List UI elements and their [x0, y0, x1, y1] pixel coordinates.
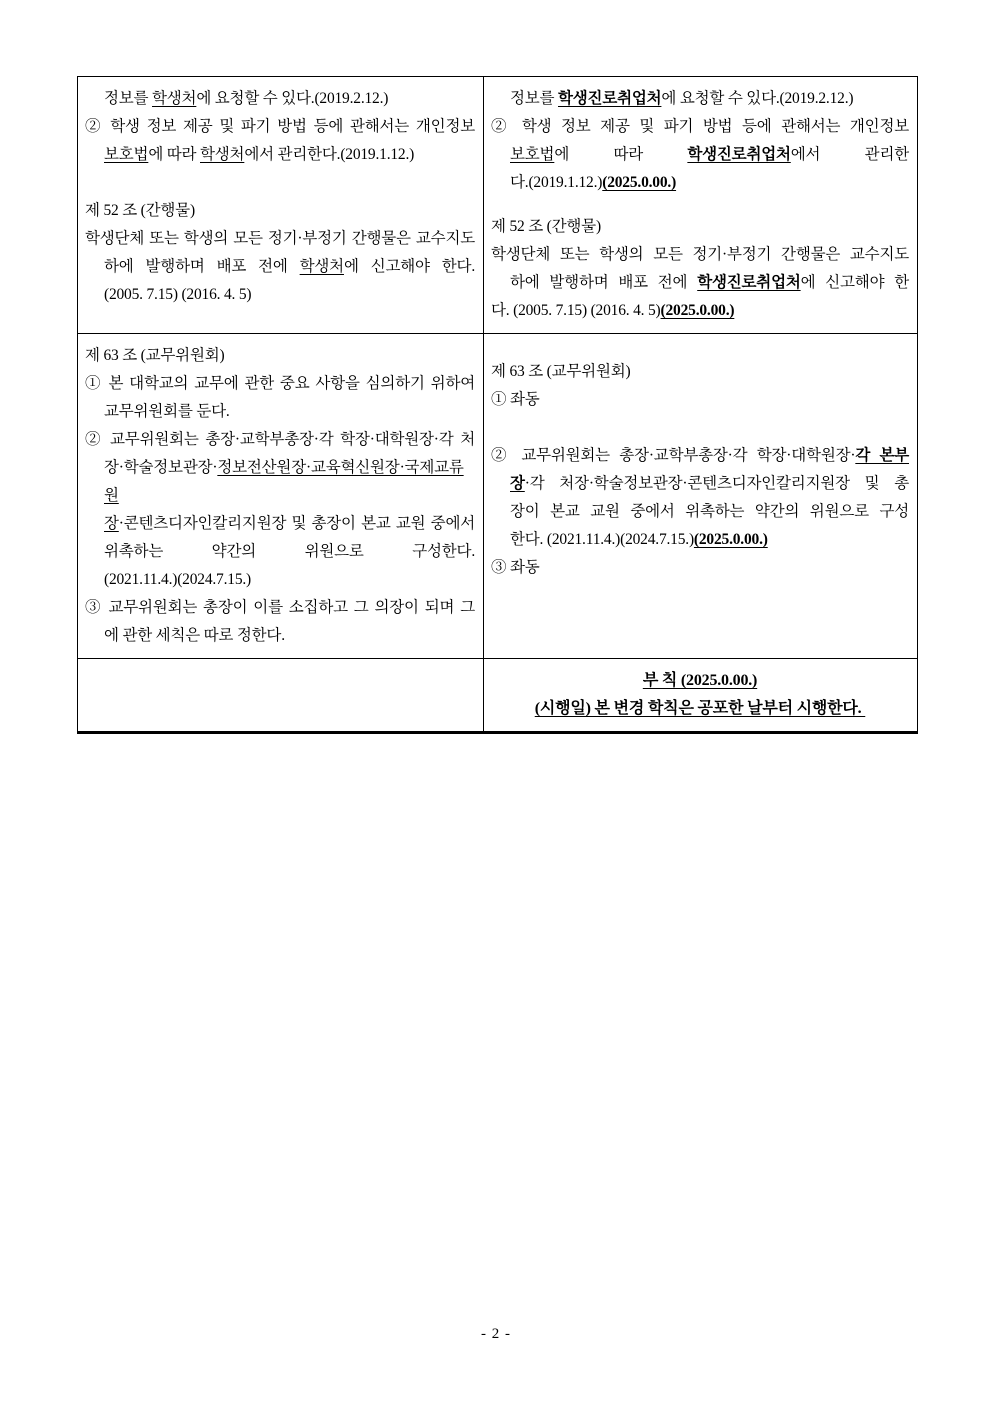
- body-text: 에 요청할 수 있다.(2019.2.12.): [196, 90, 389, 107]
- text-line: [85, 538, 475, 566]
- text-line: [85, 566, 475, 594]
- text-line: [85, 281, 475, 309]
- text-line: [491, 213, 909, 241]
- revision-marked-text: (2025.0.00.): [660, 302, 735, 319]
- text-line: [491, 442, 909, 470]
- text-line: [491, 241, 909, 269]
- body-text: ② 학생 정보 제공 및 파기 방법 등에 관해서는 개인정보: [85, 118, 475, 135]
- page-number: - 2 -: [481, 1326, 511, 1342]
- revision-marked-text: (2025.0.00.): [693, 531, 768, 548]
- blank-line: [491, 414, 909, 442]
- text-line: [491, 169, 909, 197]
- blank-line: [85, 169, 475, 197]
- text-line: [491, 554, 909, 582]
- text-line: [85, 594, 475, 622]
- body-text: 장·학술정보관장·: [104, 459, 218, 476]
- cell-old-article-63: [78, 334, 484, 658]
- body-text: ③ 좌동: [491, 559, 540, 576]
- text-line: [491, 358, 909, 386]
- table-row: [78, 658, 917, 731]
- body-text: 교무위원회를 둔다.: [104, 403, 230, 420]
- text-line: [85, 454, 475, 510]
- body-text: 한다. (2021.11.4.)(2024.7.15.): [510, 531, 694, 548]
- text-line: [491, 386, 909, 414]
- text-line: [491, 470, 909, 498]
- text-line: [85, 510, 475, 538]
- table-row: [78, 333, 917, 658]
- revision-marked-text: 학생진로취업처: [687, 146, 791, 163]
- text-line: [85, 85, 475, 113]
- regulation-comparison-table: [77, 76, 918, 734]
- body-text: ① 좌동: [491, 391, 540, 408]
- body-text: 정보를: [104, 90, 152, 107]
- text-line: [491, 297, 909, 325]
- text-line: [491, 113, 909, 141]
- text-line: [85, 622, 475, 650]
- text-line: [85, 197, 475, 225]
- body-text: ·콘텐츠디자인칼리지원장 및 총장이 본교 교원 중에서: [118, 515, 475, 532]
- body-text: ① 본 대학교의 교무에 관한 중요 사항을 심의하기 위하여: [85, 375, 475, 392]
- body-text: 다. (2005. 7.15) (2016. 4. 5): [491, 302, 661, 319]
- body-text: 제 63 조 (교무위원회): [491, 363, 631, 380]
- text-line: [491, 695, 909, 723]
- text-line: [491, 269, 909, 297]
- body-text: 에서 관리한다.(2019.1.12.): [244, 146, 415, 163]
- cell-new-article-63: [484, 334, 917, 658]
- revision-marked-text: 학생처: [299, 258, 344, 275]
- text-line: [85, 398, 475, 426]
- revision-marked-text: 각 본부: [855, 447, 909, 464]
- text-line: [491, 667, 909, 695]
- revision-marked-text: 부 칙 (2025.0.00.): [642, 672, 758, 689]
- body-text: 장이 본교 교원 중에서 위촉하는 약간의 위원으로 구성: [510, 503, 909, 520]
- text-line: [85, 342, 475, 370]
- body-text: ·각 처장·학술정보관장·콘텐츠디자인칼리지원장 및 총: [524, 475, 909, 492]
- revision-marked-text: 장: [104, 515, 119, 532]
- revision-marked-text: 학생진로취업처: [697, 274, 801, 291]
- body-text: 하에 발행하며 배포 전에: [104, 258, 300, 275]
- cell-old-article-52: [78, 77, 484, 333]
- body-text: 에 신고해야 한: [800, 274, 909, 291]
- body-text: 에 따라: [554, 146, 688, 163]
- body-text: 제 52 조 (간행물): [491, 218, 601, 235]
- body-text: 에서 관리한: [790, 146, 909, 163]
- body-text: 에 관한 세칙은 따로 정한다.: [104, 627, 285, 644]
- text-line: [85, 225, 475, 253]
- table-row: [78, 77, 917, 333]
- revision-marked-text: (시행일) 본 변경 학칙은 공포한 날부터 시행한다.: [534, 700, 866, 717]
- body-text: 하에 발행하며 배포 전에: [510, 274, 698, 291]
- text-line: [491, 141, 909, 169]
- body-text: 에 요청할 수 있다.(2019.2.12.): [661, 90, 854, 107]
- revision-marked-text: 학생진로취업처: [558, 90, 662, 107]
- text-line: [85, 141, 475, 169]
- body-text: 제 52 조 (간행물): [85, 202, 195, 219]
- cell-addendum-empty: [78, 659, 484, 731]
- text-line: [85, 426, 475, 454]
- blank-line: [491, 197, 909, 213]
- text-line: [491, 85, 909, 113]
- body-text: (2005. 7.15) (2016. 4. 5): [104, 286, 252, 303]
- text-line: [85, 253, 475, 281]
- text-line: [491, 498, 909, 526]
- cell-addendum: [484, 659, 917, 731]
- body-text: ② 교무위원회는 총장·교학부총장·각 학장·대학원장·: [491, 447, 856, 464]
- body-text: ② 교무위원회는 총장·교학부총장·각 학장·대학원장·각 처: [85, 431, 475, 448]
- cell-new-article-52: [484, 77, 917, 333]
- body-text: 에 신고해야 한다.: [343, 258, 476, 275]
- body-text: ② 학생 정보 제공 및 파기 방법 등에 관해서는 개인정보: [491, 118, 909, 135]
- revision-marked-text: 보호법: [510, 146, 555, 163]
- blank-line: [491, 342, 909, 358]
- body-text: (2021.11.4.)(2024.7.15.): [104, 571, 252, 588]
- body-text: 위촉하는 약간의 위원으로 구성한다.: [104, 543, 475, 560]
- body-text: 에 따라: [148, 146, 200, 163]
- body-text: 정보를: [510, 90, 558, 107]
- revision-marked-text: (2025.0.00.): [602, 174, 677, 191]
- text-line: [491, 526, 909, 554]
- revision-marked-text: 장: [510, 475, 525, 492]
- body-text: 제 63 조 (교무위원회): [85, 347, 225, 364]
- revision-marked-text: 보호법: [104, 146, 149, 163]
- body-text: 학생단체 또는 학생의 모든 정기·부정기 간행물은 교수지도: [491, 246, 909, 263]
- text-line: [85, 370, 475, 398]
- body-text: ③ 교무위원회는 총장이 이를 소집하고 그 의장이 되며 그: [85, 599, 475, 616]
- body-text: 다.(2019.1.12.): [510, 174, 603, 191]
- revision-marked-text: 학생처: [152, 90, 197, 107]
- body-text: 학생단체 또는 학생의 모든 정기·부정기 간행물은 교수지도: [85, 230, 475, 247]
- revision-marked-text: 학생처: [200, 146, 245, 163]
- revision-marked-text: 정보전산원장·교육혁신원장·국제교류원: [104, 459, 464, 504]
- text-line: [85, 113, 475, 141]
